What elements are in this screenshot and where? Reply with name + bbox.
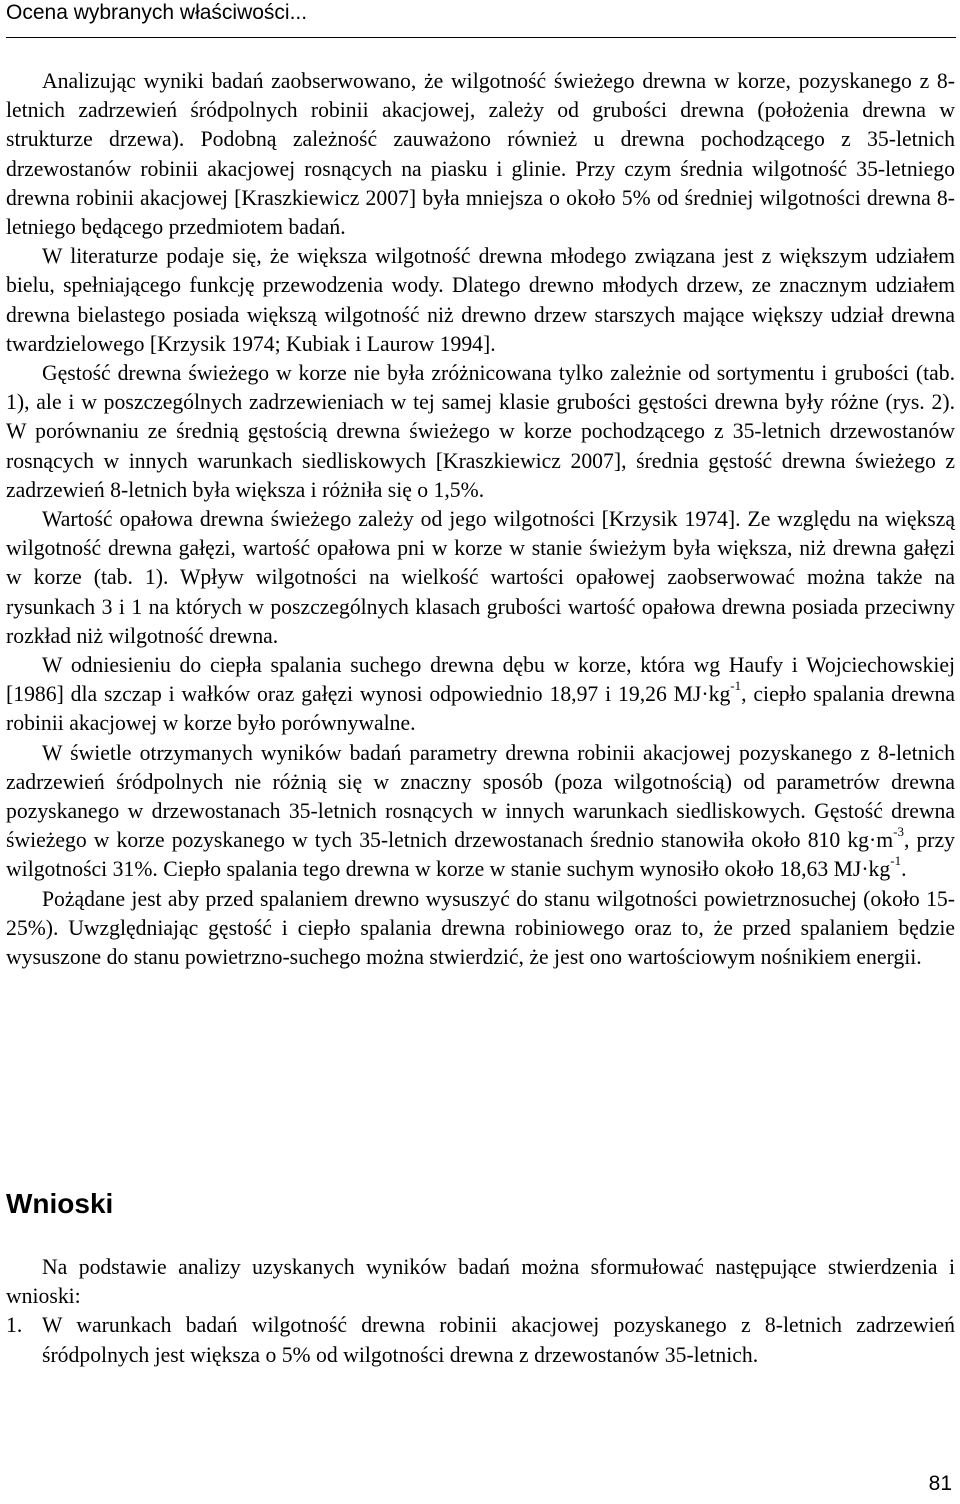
paragraph-density: Gęstość drewna świeżego w korze nie była zróżnicowana tylko zależnie od sortymentu i grubości (tab. 1), ale i w poszczególnych zadrzewieniach w tej samej klasie grubości gęstości drewna były różne (rys. 2). W porównaniu ze średnią gęstością drewna świeżego w korze pochodzącego z 35-letnich drzewostanów rosnących w innych warunkach siedliskowych [Kraszkiewicz 2007], średnia gęstość drewna świeżego z zadrzewień 8-letnich była większa i różniła się o 1,5%. [6, 361, 955, 502]
conclusions-list [6, 1311, 955, 1369]
section-heading-conclusions: Wnioski [6, 1188, 114, 1219]
results-text-part1: W świetle otrzymanych wyników badań parametry drewna robinii akacjowej pozyskanego z 8-letnich zadrzewień śródpolnych nie różnią się w znaczny sposób (poza wilgotnością) od parametrów drewna pozyskanego w drzewostanach 35-letnich rosnących w innych warunkach siedliskowych. Gęstość drewna świeżego w korze pozyskanego w tych 35-letnich drzewostanach średnio stanowiła około 810 kg·m [6, 740, 955, 853]
results-text-part3: . [901, 857, 907, 882]
unit-exponent: -1 [890, 853, 902, 869]
paragraph-calorific-value: Wartość opałowa drewna świeżego zależy od jego wilgotności [Krzysik 1974]. Ze względu na większą wilgotność drewna gałęzi, wartość opałowa pni w korze w stanie świeżym była większa, niż drewna gałęzi w korze (tab. 1). Wpływ wilgotności na wielkość wartości opałowej zaobserwować można także na rysunkach 3 i 1 na których w poszczególnych klasach grubości wartość opałowa drewna posiada przeciwny rozkład niż wilgotność drewna. [6, 507, 955, 648]
conclusions-section [6, 1253, 955, 1370]
paragraph-moisture: Analizując wyniki badań zaobserwowano, że wilgotność świeżego drewna w korze, pozyskanego z 8-letnich zadrzewień śródpolnych robinii akacjowej, zależy od grubości drewna (położenia drewna w strukturze drzewa). Podobną zależność zauważono również u drewna pochodzącego z 35-letnich drzewostanów robinii akacjowej rosnących na piasku i glinie. Przy czym średnia wilgotność 35-letniego drewna robinii akacjowej [Kraszkiewicz 2007] była mniejsza o około 5% od średniej wilgotności drewna 8-letniego będącego przedmiotem badań. [6, 69, 955, 240]
paragraph-results [6, 739, 955, 885]
combustion-heat-text-before: W odniesieniu do ciepła spalania suchego drewna dębu w korze, która wg Haufy i Wojciechowskiej [1986] dla szczap i wałków oraz gałęzi wynosi odpowiednio 18,97 i 19,26 MJ·kg [6, 653, 955, 707]
page-number: 81 [928, 1472, 952, 1495]
running-header [6, 0, 956, 38]
conclusion-item-text: W warunkach badań wilgotność drewna robinii akacjowej pozyskanego z 8-letnich zadrzewień śródpolnych jest większa o 5% od wilgotności drewna z drzewostanów 35-letnich. [42, 1313, 955, 1367]
conclusion-item-number: 1. [6, 1313, 23, 1338]
results-text-part2: , przy wilgotności 31%. Ciepło spalania tego drewna w korze w stanie suchym wynosiło około 18,63 MJ·kg [6, 828, 955, 882]
unit-exponent: -3 [893, 824, 904, 840]
conclusion-item [6, 1311, 955, 1369]
paragraph-drying: Pożądane jest aby przed spalaniem drewno wysuszyć do stanu wilgotności powietrznosuchej (około 15-25%). Uwzględniając gęstość i ciepło spalania drewna robiniowego oraz to, że przed spalaniem będzie wysuszone do stanu powietrzno-suchego można stwierdzić, że jest ono wartościowym nośnikiem energii. [6, 886, 955, 970]
conclusions-intro: Na podstawie analizy uzyskanych wyników badań można sformułować następujące stwierdzenia i wnioski: [6, 1255, 955, 1309]
paragraph-literature: W literaturze podaje się, że większa wilgotność drewna młodego związana jest z większym udziałem bielu, spełniającego funkcję przewodzenia wody. Dlatego drewno młodych drzew, ze znacznym udziałem drewna bielastego posiada większą wilgotność niż drewno drzew starszych mające większy udział drewna twardzielowego [Krzysik 1974; Kubiak i Laurow 1994]. [6, 244, 955, 356]
paragraph-combustion-heat [6, 651, 955, 739]
body-text [6, 67, 955, 972]
unit-exponent: -1 [730, 678, 742, 694]
running-header-title: Ocena wybranych właściwości... [6, 1, 308, 24]
combustion-heat-text-after: , ciepło spalania drewna robinii akacjowej w korze było porównywalne. [6, 682, 955, 736]
